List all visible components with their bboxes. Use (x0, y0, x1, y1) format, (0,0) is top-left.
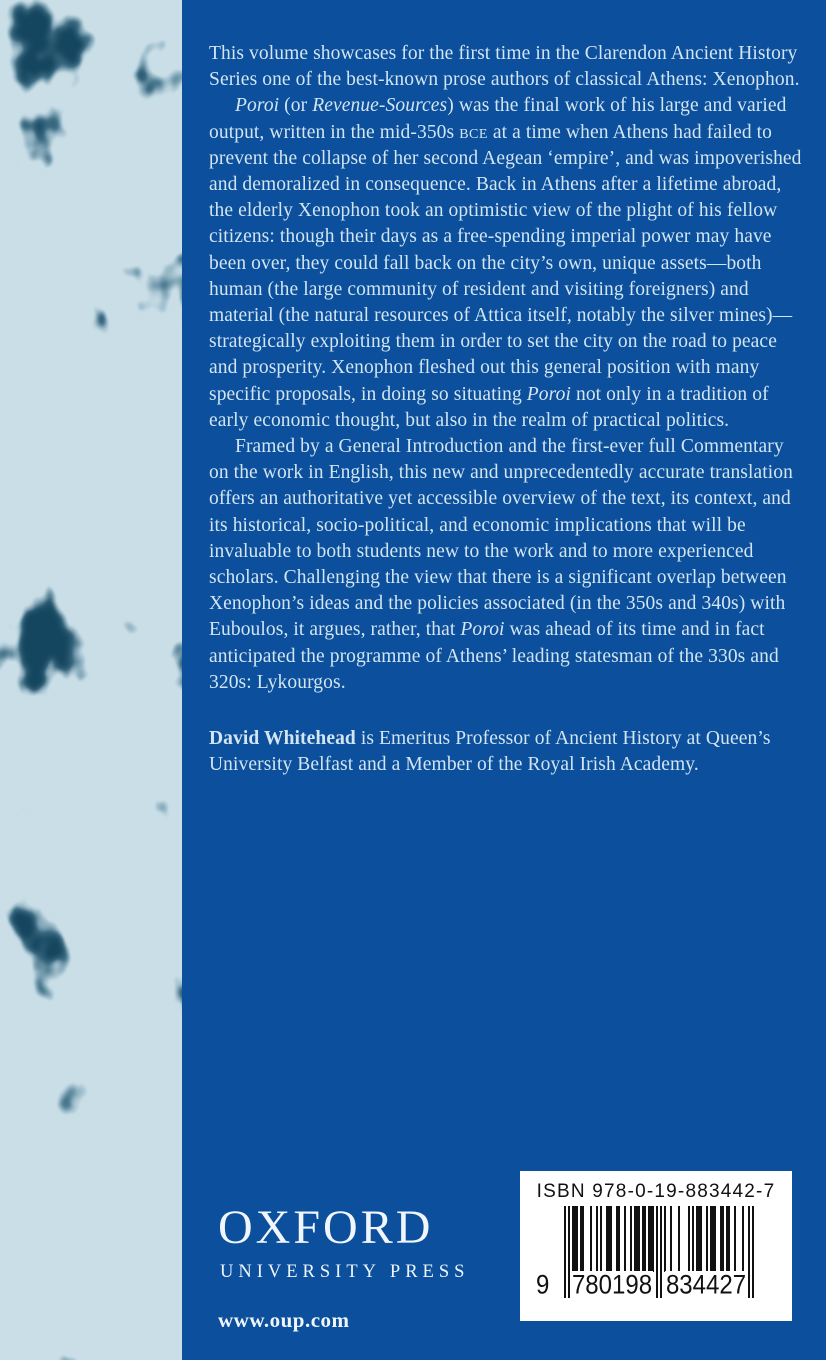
oxford-wordmark: OXFORD (218, 1201, 434, 1254)
ean13-barcode (536, 1206, 754, 1301)
isbn-barcode-panel (520, 1171, 792, 1321)
publisher-website-url: www.oup.com (218, 1308, 350, 1332)
blurb-paragraph-3: Framed by a General Introduction and the first-ever full Commentary on the work in English, this new and unprecedentedly accurate translation offers an authoritative yet accessible overview of the text, its context, and its historical, socio-political, and economic implications that will be invaluable to both students new to the work and to more experienced scholars. Challenging the view that there is a significant overlap between Xenophon’s ideas and the policies associated (in the 350s and 340s) with Euboulos, it argues, rather, that Poroi was ahead of its time and in fact anticipated the programme of Athens’ leading statesman of the 330s and 320s: Lykourgos. (209, 436, 793, 693)
barcode-digit-group: 9 (536, 1269, 550, 1301)
strip-light-blobs (0, 0, 182, 1360)
barcode-digit-group: 780198 (571, 1269, 653, 1301)
blurb-paragraph-1: This volume showcases for the first time in the Clarendon Ancient History Series one of the best-known prose authors of classical Athens: Xenophon. (209, 43, 800, 91)
blurb-paragraph-2: Poroi (or Revenue-Sources) was the final work of his large and varied output, written in the mid-350s bce at a time when Athens had failed to prevent the collapse of her second Aegean ‘empire’, and was impoverished and demoralized in consequence. Back in Athens after a lifetime abroad, the elderly Xenophon took an optimistic view of the plight of his fellow citizens: though their days as a free-spending imperial power may have been over, they could fall back on the city’s own, unique assets—both human (the large community of resident and visiting foreigners) and material (the natural resources of Attica itself, notably the silver mines)—strategically exploiting them in order to set the city on the road to peace and prosperity. Xenophon fleshed out this general position with many specific proposals, in doing so situating Poroi not only in a tradition of early economic thought, but also in the realm of practical politics. (209, 95, 802, 431)
publisher-block (218, 1201, 470, 1333)
author-bio: David Whitehead is Emeritus Professor of Ancient History at Queen’s University Belfast and a Member of the Royal Irish Academy. (209, 728, 771, 776)
isbn-number: ISBN 978-0-19-883442-7 (536, 1181, 776, 1202)
university-press-wordmark: UNIVERSITY PRESS (220, 1262, 470, 1282)
barcode-digit-group: 834427 (665, 1269, 747, 1301)
back-cover-blurb (209, 41, 803, 778)
marbled-pattern-strip (0, 0, 182, 1360)
